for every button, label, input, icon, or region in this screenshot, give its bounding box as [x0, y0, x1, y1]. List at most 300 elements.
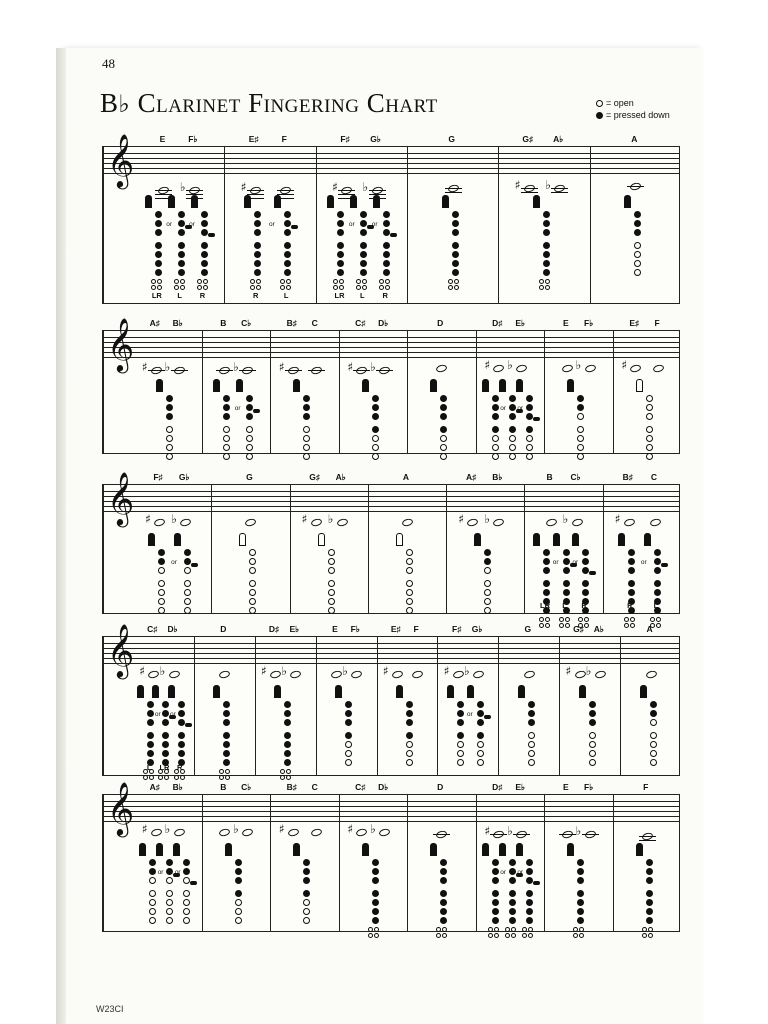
foot-key [157, 285, 162, 290]
or-label: or [166, 221, 173, 228]
thumb-key [644, 533, 651, 546]
pressed-hole [337, 211, 344, 218]
pressed-hole [223, 404, 230, 411]
open-hole [166, 908, 173, 915]
foot-key [539, 285, 544, 290]
pressed-hole [201, 269, 208, 276]
whole-note [649, 518, 661, 528]
treble-clef-icon: 𝄞 [107, 471, 135, 525]
foot-key [339, 279, 344, 284]
foot-key [442, 933, 447, 938]
ledger-line [559, 834, 576, 835]
foot-key [286, 769, 291, 774]
pressed-hole [457, 710, 464, 717]
open-hole [646, 413, 653, 420]
whole-note [245, 518, 257, 528]
accidental-symbol: ♯ [278, 822, 285, 836]
pressed-hole [577, 917, 584, 924]
foot-key [448, 279, 453, 284]
pressed-hole [650, 701, 657, 708]
foot-key [219, 769, 224, 774]
open-hole [477, 741, 484, 748]
accidental-symbol: ♯ [382, 664, 389, 678]
open-hole [484, 580, 491, 587]
open-hole [223, 453, 230, 460]
pressed-hole [223, 701, 230, 708]
open-hole [646, 453, 653, 460]
accidental-symbol: ♭ [164, 360, 171, 374]
fingering-cell [211, 485, 289, 613]
open-hole [246, 453, 253, 460]
foot-key [151, 285, 156, 290]
thumb-key [373, 195, 380, 208]
open-hole [646, 395, 653, 402]
thumb-key [362, 843, 369, 856]
open-hole [634, 260, 641, 267]
pressed-hole [166, 859, 173, 866]
note-name-label: D♭ [378, 782, 389, 792]
note-name-label: D♭ [167, 624, 178, 634]
pressed-hole [162, 741, 169, 748]
accidental-symbol: ♭ [484, 512, 490, 526]
thumb-key [236, 379, 243, 392]
fingering-cell [613, 795, 682, 931]
thumb-key [191, 195, 198, 208]
whole-note [173, 828, 185, 838]
pressed-hole [577, 908, 584, 915]
accidental-symbol: ♭ [562, 512, 569, 526]
open-hole [249, 558, 256, 565]
open-hole [406, 558, 413, 565]
or-label: or [500, 405, 506, 412]
title-prefix: B [100, 88, 119, 118]
pressed-hole [178, 710, 185, 717]
note-name-label: F [281, 134, 287, 144]
foot-key [379, 285, 384, 290]
pressed-hole [406, 732, 413, 739]
foot-key [149, 775, 154, 780]
ledger-line [521, 188, 538, 189]
pressed-hole [303, 395, 310, 402]
pressed-hole [406, 701, 413, 708]
whole-note [401, 518, 413, 528]
fingering-cell [446, 485, 524, 613]
foot-key [648, 933, 653, 938]
whole-note [574, 670, 586, 680]
whole-note [168, 670, 180, 680]
ledger-line [551, 192, 568, 193]
open-hole-icon [596, 100, 603, 107]
pressed-hole [452, 229, 459, 236]
open-hole [166, 899, 173, 906]
pressed-hole [178, 732, 185, 739]
accidental-symbol: ♯ [484, 358, 491, 372]
note-name-label: C♭ [241, 782, 252, 792]
accidental-symbol: ♯ [141, 360, 148, 374]
foot-key [180, 775, 185, 780]
thumb-key [362, 379, 369, 392]
open-hole [440, 453, 447, 460]
note-name-label: D♯ [492, 318, 503, 328]
open-hole [166, 426, 173, 433]
note-name-label: C♯ [147, 624, 158, 634]
thumb-key [430, 843, 437, 856]
note-name-label: F [643, 782, 649, 792]
pressed-hole [509, 899, 516, 906]
note-name-label: B♯ [622, 472, 633, 482]
thumb-key [335, 685, 342, 698]
hand-label: LR [159, 763, 170, 772]
accidental-symbol: ♯ [141, 822, 148, 836]
open-hole [634, 251, 641, 258]
whole-note [219, 828, 231, 838]
note-name-label: E♭ [515, 318, 525, 328]
accidental-symbol: ♭ [327, 512, 334, 526]
accidental-symbol: ♭ [233, 822, 239, 836]
pressed-hole [178, 251, 185, 258]
whole-note [351, 670, 363, 680]
side-key [533, 881, 540, 885]
foot-key [579, 933, 584, 938]
pressed-hole [528, 719, 535, 726]
thumb-key [168, 685, 175, 698]
pressed-hole [526, 917, 533, 924]
pressed-hole [183, 868, 190, 875]
fingering-cell [498, 637, 559, 775]
side-key [208, 233, 215, 237]
side-key [291, 225, 298, 229]
foot-key [203, 279, 208, 284]
pressed-hole [372, 395, 379, 402]
foot-key [225, 775, 230, 780]
accidental-symbol: ♭ [281, 664, 288, 678]
pressed-hole [284, 211, 291, 218]
note-name-label: F♭ [350, 624, 360, 634]
pressed-hole [149, 868, 156, 875]
pressed-hole [223, 741, 230, 748]
pressed-hole [178, 750, 185, 757]
thumb-key [274, 685, 281, 698]
pressed-hole [646, 899, 653, 906]
fingering-cell [437, 637, 498, 775]
pressed-hole [201, 211, 208, 218]
ledger-line [247, 190, 264, 191]
pressed-hole [646, 859, 653, 866]
pressed-hole [166, 395, 173, 402]
hand-label: L [177, 291, 182, 300]
pressed-hole [452, 260, 459, 267]
fingering-cell [407, 331, 476, 453]
pressed-hole [337, 242, 344, 249]
note-name-label: A♭ [553, 134, 564, 144]
whole-note [241, 828, 253, 838]
pressed-hole [383, 251, 390, 258]
pressed-hole [509, 908, 516, 915]
open-hole [526, 435, 533, 442]
foot-key [180, 285, 185, 290]
foot-key [565, 617, 570, 622]
pressed-hole [650, 710, 657, 717]
or-label: or [170, 711, 176, 718]
foot-key [368, 927, 373, 932]
thumb-key [173, 843, 180, 856]
open-hole [303, 444, 310, 451]
whole-note [652, 364, 664, 374]
whole-note [630, 364, 642, 374]
pressed-hole [492, 395, 499, 402]
pressed-hole [509, 877, 516, 884]
foot-key [454, 279, 459, 284]
ledger-line [171, 370, 188, 371]
open-hole [166, 453, 173, 460]
note-name-label: F [654, 318, 660, 328]
pressed-hole [360, 251, 367, 258]
foot-key [385, 285, 390, 290]
accidental-symbol: ♭ [159, 664, 166, 678]
note-name-label: C♭ [570, 472, 581, 482]
or-label: or [234, 405, 241, 412]
open-hole [650, 759, 657, 766]
or-label: or [171, 559, 177, 566]
open-hole [406, 759, 413, 766]
pressed-hole [582, 549, 589, 556]
ledger-line [521, 192, 538, 193]
note-name-label: C [311, 782, 318, 792]
thumb-key [579, 685, 586, 698]
foot-key [488, 927, 493, 932]
pressed-hole [235, 877, 242, 884]
hand-label: R [581, 601, 587, 610]
foot-key [374, 927, 379, 932]
foot-key [280, 285, 285, 290]
fingering-cell [316, 147, 407, 303]
whole-note [391, 670, 403, 680]
note-name-label: F♭ [188, 134, 198, 144]
thumb-key [499, 379, 506, 392]
open-hole [345, 741, 352, 748]
accidental-symbol: ♭ [179, 180, 186, 194]
foot-key [528, 933, 533, 938]
thumb-key [145, 195, 152, 208]
pressed-hole [509, 395, 516, 402]
fingering-cell [270, 331, 339, 453]
pressed-hole-icon [596, 112, 603, 119]
open-hole [249, 549, 256, 556]
open-hole [484, 567, 491, 574]
foot-key [280, 279, 285, 284]
note-name-label: D♭ [378, 318, 389, 328]
open-hole [183, 899, 190, 906]
note-name-label: B♭ [172, 318, 183, 328]
or-label: or [572, 559, 579, 566]
open-hole [183, 890, 190, 897]
fingering-cell [202, 331, 271, 453]
open-hole [650, 750, 657, 757]
open-hole [528, 732, 535, 739]
pressed-hole [452, 269, 459, 276]
foot-key [250, 285, 255, 290]
whole-note [269, 670, 281, 680]
open-hole [249, 580, 256, 587]
note-name-label: E♭ [515, 782, 525, 792]
pressed-hole [563, 589, 570, 596]
ledger-line [285, 370, 302, 371]
pressed-hole [178, 719, 185, 726]
pressed-hole [284, 732, 291, 739]
or-label: or [174, 869, 181, 876]
open-hole [303, 899, 310, 906]
open-hole [492, 453, 499, 460]
open-hole [249, 567, 256, 574]
pressed-hole [563, 580, 570, 587]
foot-key [286, 775, 291, 780]
note-name-label: E♯ [390, 624, 401, 634]
side-key [253, 409, 260, 413]
fingering-cell [603, 485, 681, 613]
pressed-hole [440, 859, 447, 866]
accidental-symbol: ♯ [458, 512, 465, 526]
pressed-hole [284, 741, 291, 748]
pressed-hole [254, 269, 261, 276]
foot-key [286, 279, 291, 284]
pressed-hole [543, 260, 550, 267]
open-hole [184, 589, 191, 596]
open-hole [509, 453, 516, 460]
open-hole [235, 917, 242, 924]
pressed-hole [337, 269, 344, 276]
note-name-label: G♭ [471, 624, 483, 634]
thumb-key [442, 195, 449, 208]
open-hole [246, 435, 253, 442]
pressed-hole [235, 868, 242, 875]
pressed-hole [345, 719, 352, 726]
pressed-hole [440, 868, 447, 875]
accidental-symbol: ♭ [464, 664, 470, 678]
note-name-label: C♭ [241, 318, 252, 328]
accidental-symbol: ♯ [514, 178, 521, 192]
note-name-label: D♯ [492, 782, 503, 792]
accidental-symbol: ♭ [362, 180, 369, 194]
pressed-hole [452, 220, 459, 227]
note-name-label: D [220, 624, 227, 634]
pressed-hole [452, 211, 459, 218]
hand-label: R [176, 763, 183, 772]
pressed-hole [372, 404, 379, 411]
pressed-hole [509, 404, 516, 411]
pressed-hole [577, 899, 584, 906]
open-hole [235, 899, 242, 906]
note-name-label: G♭ [178, 472, 190, 482]
whole-note [356, 828, 368, 838]
note-name-label: A♭ [335, 472, 346, 482]
thumb-key [396, 685, 403, 698]
pressed-hole [147, 741, 154, 748]
pressed-hole [201, 229, 208, 236]
pressed-hole [303, 868, 310, 875]
open-hole [646, 404, 653, 411]
pressed-hole [155, 220, 162, 227]
pressed-hole [646, 890, 653, 897]
side-key [185, 723, 192, 727]
hand-label: L [562, 601, 567, 610]
fingering-cell [368, 485, 446, 613]
note-name-label: F [413, 624, 419, 634]
thumb-key [213, 379, 220, 392]
pressed-hole [577, 859, 584, 866]
foot-key [362, 279, 367, 284]
note-name-label: B♭ [172, 782, 183, 792]
open-hole [406, 580, 413, 587]
side-key [661, 563, 668, 567]
fingering-cell [103, 147, 224, 303]
open-hole [149, 890, 156, 897]
open-hole [650, 719, 657, 726]
pressed-hole [360, 211, 367, 218]
foot-key [656, 617, 661, 622]
whole-note [436, 364, 448, 374]
foot-key [356, 279, 361, 284]
thumb-key [430, 379, 437, 392]
pressed-hole [646, 868, 653, 875]
foot-key [630, 617, 635, 622]
open-hole [634, 242, 641, 249]
pressed-hole [223, 732, 230, 739]
fingering-cell [339, 795, 408, 931]
note-names [102, 782, 680, 794]
open-hole [223, 435, 230, 442]
pressed-hole [284, 242, 291, 249]
pressed-hole [526, 413, 533, 420]
open-hole [528, 750, 535, 757]
foot-key [522, 933, 527, 938]
fingering-cell [202, 795, 271, 931]
pressed-hole [201, 251, 208, 258]
pressed-hole [457, 719, 464, 726]
pressed-hole [178, 229, 185, 236]
note-name-label: F♭ [584, 318, 594, 328]
thumb-key [148, 533, 155, 546]
pressed-hole [492, 426, 499, 433]
foot-key [164, 775, 169, 780]
ledger-line [353, 370, 370, 371]
fingering-cell [476, 795, 545, 931]
ledger-line [186, 190, 203, 191]
open-hole [249, 589, 256, 596]
page-number: 48 [102, 56, 115, 71]
pressed-hole [284, 260, 291, 267]
pressed-hole [166, 404, 173, 411]
fingering-cell [498, 147, 589, 303]
pressed-hole [406, 719, 413, 726]
pressed-hole [166, 413, 173, 420]
foot-key [511, 927, 516, 932]
open-hole [328, 567, 335, 574]
legend [596, 97, 670, 121]
open-hole [484, 589, 491, 596]
side-key [390, 233, 397, 237]
pressed-hole [634, 229, 641, 236]
open-hole [149, 908, 156, 915]
pressed-hole [543, 567, 550, 574]
open-hole [492, 435, 499, 442]
fingering-box [102, 317, 680, 454]
legend-open-label: = open [606, 98, 634, 108]
pressed-hole [184, 549, 191, 556]
pressed-hole [223, 719, 230, 726]
open-hole [303, 453, 310, 460]
open-hole [303, 917, 310, 924]
pressed-hole [158, 549, 165, 556]
